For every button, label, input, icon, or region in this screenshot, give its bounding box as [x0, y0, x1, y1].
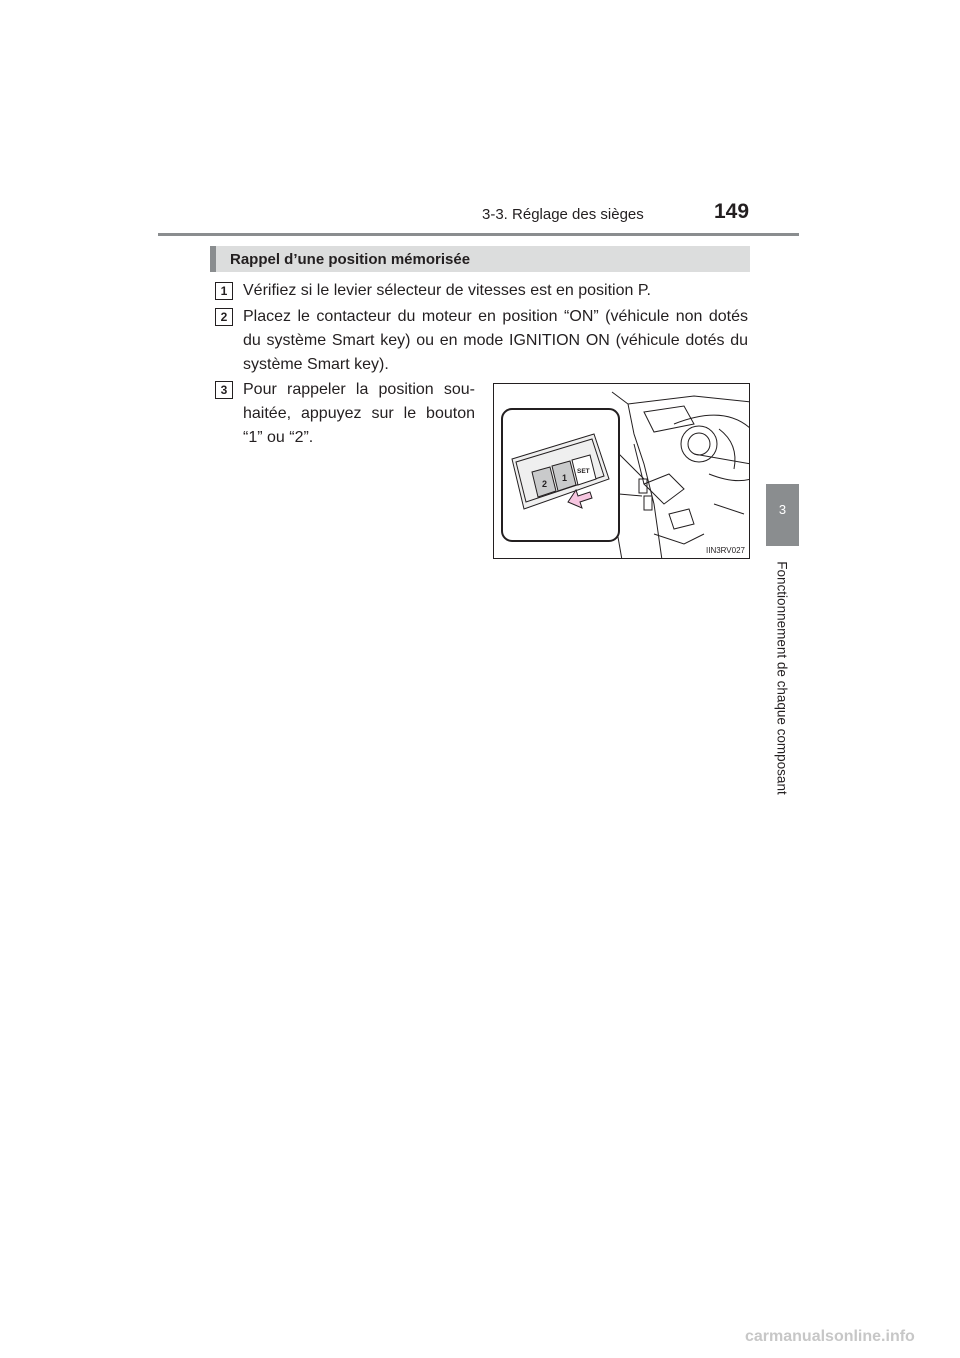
header-rule — [158, 233, 799, 236]
chapter-title: Fonctionnement de chaque composant — [774, 561, 790, 795]
step-text-3: Pour rappeler la position sou-haitée, appuyez sur le bouton “1” ou “2”. — [243, 381, 475, 446]
step-number-3: 3 — [215, 381, 233, 399]
page-number: 149 — [714, 200, 750, 223]
section-heading-text: Rappel d’une position mémorisée — [230, 251, 471, 268]
watermark: carmanualsonline.info — [745, 1328, 915, 1345]
memory-button-1-label: 1 — [562, 473, 568, 483]
memory-button-2-label: 2 — [542, 479, 548, 489]
header-section-title: 3-3. Réglage des sièges — [482, 206, 644, 223]
step-number-1: 1 — [215, 282, 233, 300]
figure-code: IIN3RV027 — [706, 546, 745, 555]
dashboard-line-drawing — [494, 384, 750, 559]
step-text-2: Placez le contacteur du moteur en position “ON” (véhicule non dotés du système Smart key) ou en mode IGNITION ON (véhicule dotés du système Smart key). — [243, 308, 748, 373]
set-button-label: SET — [577, 468, 590, 475]
step-text-1: Vérifiez si le levier sélecteur de vitesses est en position P. — [243, 282, 651, 299]
section-heading — [210, 246, 750, 272]
memory-button-illustration — [493, 383, 750, 559]
chapter-number: 3 — [778, 502, 787, 517]
step-number-2: 2 — [215, 308, 233, 326]
